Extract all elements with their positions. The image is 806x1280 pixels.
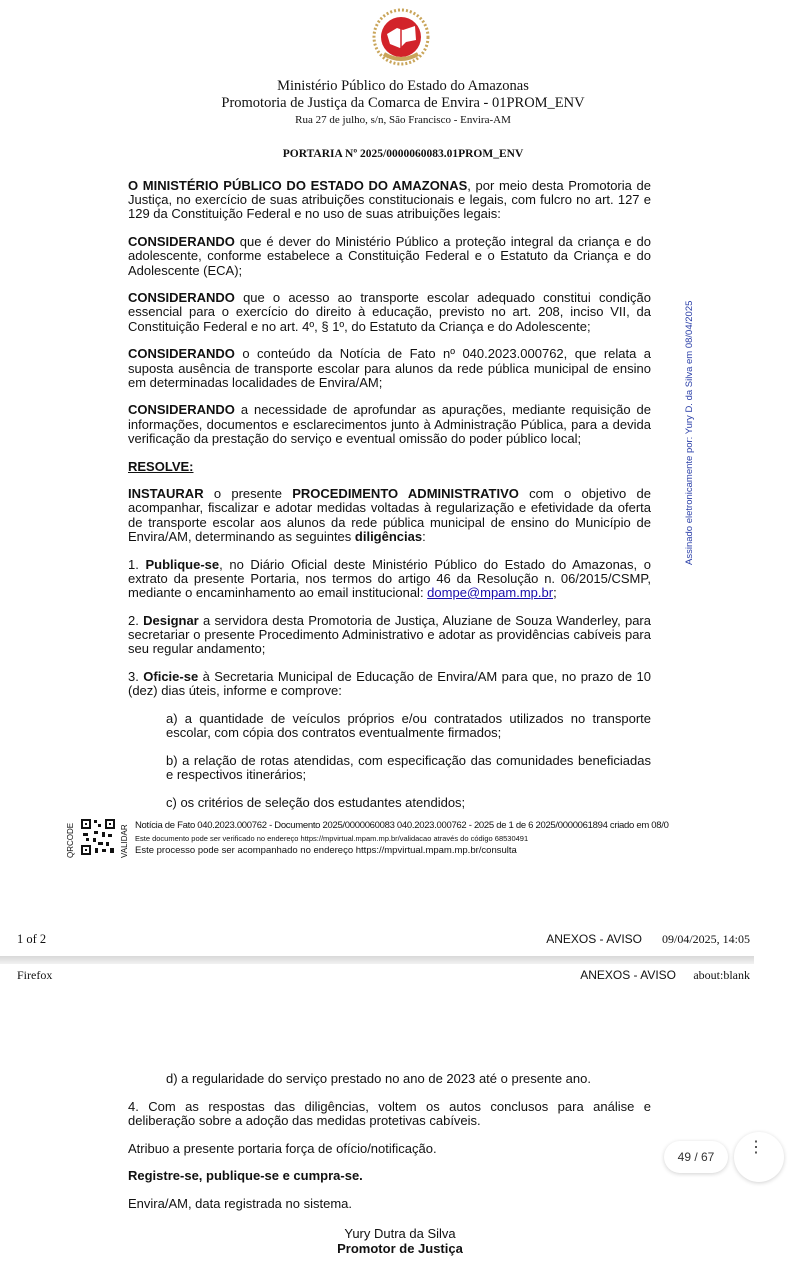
qrcode-label: QRCODE: [66, 822, 75, 858]
more-options-button[interactable]: [734, 1132, 784, 1182]
address: Rua 27 de julho, s/n, São Francisco - Envira-AM: [295, 114, 511, 126]
instaurar-paragraph: INSTAURAR o presente PROCEDIMENTO ADMINISTRATIVO com o objetivo de acompanhar, fiscalizar e adotar medidas voltadas à regularização e efetividade da oferta de transporte escolar aos alunos da rede pública municipal de ensino do Município de Envira/AM, determinando as seguintes diligências:: [128, 486, 652, 544]
item-3d: d) a regularidade do serviço prestado no ano de 2023 até o presente ano.: [166, 1071, 591, 1086]
item-4: 4. Com as respostas das diligências, voltem os autos conclusos para análise e deliberação sobre a adoção das medidas protetivas cabíveis.: [128, 1098, 651, 1128]
considerando-1: CONSIDERANDO que é dever do Ministério Público a proteção integral da criança e do adolescente, conforme estabelece a Constituição Federal e o Estatuto da Criança e do Adolescente (ECA);: [128, 234, 651, 278]
more-vert-icon: ⋮: [748, 1139, 764, 1156]
intro-paragraph: O MINISTÉRIO PÚBLICO DO ESTADO DO AMAZONAS, por meio desta Promotoria de Justiça, no exercício de suas atribuições constitucionais e legais, com fulcro no art. 127 e 129 da Constituição Federal e no uso de suas atribuições legais:: [128, 178, 651, 222]
considerando-2: CONSIDERANDO que o acesso ao transporte escolar adequado constitui condição essencial para o exercício do direito à educação, previsto no art. 208, inciso VII, da Constituição Federal e no art. 4º, § 1º, do Estatuto da Criança e do Adolescente;: [128, 290, 651, 334]
print-url: about:blank: [693, 968, 750, 982]
atribuo-paragraph: Atribuo a presente portaria força de ofício/notificação.: [128, 1140, 437, 1156]
print-title-right: ANEXOS - AVISO: [546, 932, 642, 946]
validar-label: VALIDAR: [120, 824, 129, 858]
item-2: 2. Designar a servidora desta Promotoria de Justiça, Aluziane de Souza Wanderley, para secretariar o presente Procedimento Administrativo e adotar as providências cabíveis para seu regular andamento;: [128, 612, 651, 657]
item-3: 3. Oficie-se à Secretaria Municipal de Educação de Envira/AM para que, no prazo de 10 (dez) dias úteis, informe e comprove:: [128, 668, 651, 698]
registre-paragraph: Registre-se, publique-se e cumpra-se.: [128, 1168, 363, 1184]
item-3c: c) os critérios de seleção dos estudantes atendidos;: [166, 794, 466, 810]
footer-line-3: Este processo pode ser acompanhado no endereço https://mpvirtual.mpam.mp.br/consulta: [135, 845, 517, 856]
email-link[interactable]: dompe@mpam.mp.br: [427, 584, 554, 600]
considerando-3: CONSIDERANDO o conteúdo da Notícia de Fato nº 040.2023.000762, que relata a suposta ausência de transporte escolar para alunos da rede pública municipal de ensino em determinadas localidades de Envira/AM;: [128, 346, 651, 390]
item-1: 1. Publique-se, no Diário Oficial deste Ministério Público do Estado do Amazonas, o extrato da presente Portaria, nos termos do artigo 46 da Resolução n. 06/2015/CSMP, mediante o encaminhamento ao email institucional: dompe@mpam.mp.br;: [128, 556, 651, 600]
page-divider: [0, 956, 754, 964]
org-name: Ministério Público do Estado do Amazonas: [277, 78, 529, 94]
print-datetime: 09/04/2025, 14:05: [661, 932, 750, 946]
qr-code[interactable]: [80, 818, 116, 856]
unit-name: Promotoria de Justiça da Comarca de Envira - 01PROM_ENV: [221, 95, 585, 111]
print-title-right-2: ANEXOS - AVISO: [580, 968, 676, 982]
signature-stamp: Assinado eletronicamente por: Yury D. da Silva em 08/04/2025: [684, 300, 695, 565]
mpam-logo: [370, 8, 432, 66]
print-page-label: 1 of 2: [17, 932, 47, 946]
resolve-heading: RESOLVE:: [128, 458, 194, 474]
local-date: Envira/AM, data registrada no sistema.: [128, 1196, 352, 1212]
page-2-body: [128, 1072, 651, 1225]
page-counter: 49 / 67: [664, 1141, 728, 1173]
page-1-body: [128, 179, 651, 810]
footer-line-2: Este documento pode ser verificado no endereço https://mpvirtual.mpam.mp.br/validacao através do código 68530491: [135, 834, 529, 843]
footer-line-1: Notícia de Fato 040.2023.000762 - Documento 2025/0000060083 040.2023.000762 - 2025 de 1 de 6 2025/0000061894 criado em 08/0: [135, 820, 669, 831]
signer-role: Promotor de Justiça: [337, 1241, 463, 1256]
print-browser: Firefox: [17, 968, 53, 982]
portaria-title: PORTARIA Nº 2025/0000060083.01PROM_ENV: [282, 148, 524, 160]
item-3b: b) a relação de rotas atendidas, com especificação das comunidades beneficiadas e respectivos itinerários;: [166, 752, 651, 782]
signer-name: Yury Dutra da Silva: [344, 1226, 456, 1241]
considerando-4: CONSIDERANDO a necessidade de aprofundar as apurações, mediante requisição de informações, documentos e esclarecimentos junto à Administração Pública, para a devida verificação da prestação do serviço e eventual omissão do poder público local;: [128, 402, 651, 446]
item-3a: a) a quantidade de veículos próprios e/ou contratados utilizados no transporte escolar, com cópia dos contratos eventualmente firmados;: [166, 710, 651, 740]
